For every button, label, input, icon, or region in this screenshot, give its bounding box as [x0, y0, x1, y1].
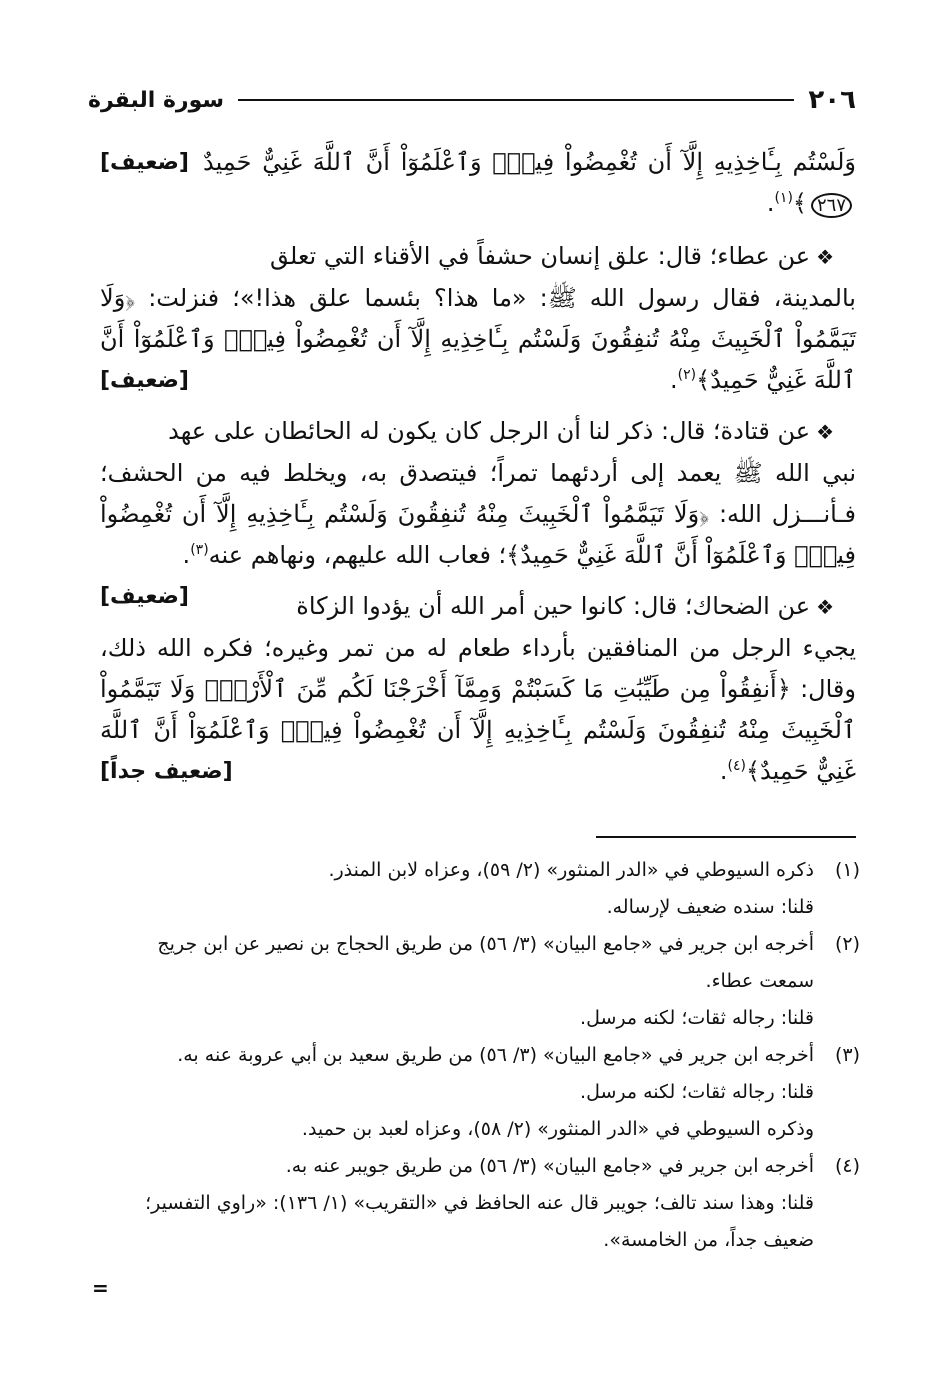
main-text [100, 142, 856, 792]
footnote-line: قلنا: وهذا سند تالف؛ جويبر قال عنه الحافظ في «التقريب» (١/ ١٣٦): «راوي التفسير؛ ضعيف جداً، من الخامسة». [145, 1192, 814, 1251]
surah-title: سورة البقرة [88, 87, 225, 113]
lead-text: عن قتادة؛ قال: ذكر لنا أن الرجل كان يكون له الحائطان على عهد [168, 417, 811, 445]
quran-text: أَنفِقُواْ مِن طَيِّبَٰتِ مَا كَسَبْتُمْ وَمِمَّآ أَخْرَجْنَا لَكُم مِّنَ ٱلْأَرْضِۖ وَلَا تَيَمَّمُواْ ٱلْخَبِيثَ مِنْهُ تُنفِقُونَ وَلَسْتُم بِـَٔاخِذِيهِ إِلَّآ أَن تُغْمِضُواْ فِيهِۚ وَٱعْلَمُوٓاْ أَنَّ ٱللَّهَ غَنِيٌّ حَمِيدٌ [100, 675, 856, 785]
verse-number-marker: ٢٦٧ [811, 193, 852, 218]
lead-text: عن الضحاك؛ قال: كانوا حين أمر الله أن يؤدوا الزكاة [296, 592, 811, 620]
footnote-ref: (١) [774, 190, 793, 206]
footnote-body [100, 1148, 814, 1259]
footnote [100, 852, 860, 926]
footnote [100, 1148, 860, 1259]
grade-label: [ضعيف] [100, 368, 189, 393]
footnote-number: (٢) [834, 933, 860, 955]
footnote-number: (٤) [834, 1155, 860, 1177]
narration-text-tail: ﴾ [745, 757, 761, 785]
quran-text: وَلَسْتُم بِـَٔاخِذِيهِ إِلَّآ أَن تُغْمِضُواْ فِيهِۚ وَٱعْلَمُوٓاْ أَنَّ ٱللَّهَ غَنِيٌّ حَمِيدٌ [202, 148, 856, 176]
footnote-line: قلنا: رجاله ثقات؛ لكنه مرسل. [580, 1007, 814, 1029]
grade-label: [ضعيف] [100, 584, 189, 609]
narration-text: بالمدينة، فقال رسول الله ﷺ: «ما هذا؟ بئسما علق هذا!»؛ فنزلت: ﴿ [125, 284, 856, 312]
paragraph-lead [100, 586, 856, 628]
star-bullet: ❖ [816, 420, 834, 444]
paragraph-qatada: ❖عن قتادة؛ قال: ذكر لنا أن الرجل كان يكون له الحائطان على عهد نبي الله ﷺ يعمد إلى أردئهما تمراً؛ فيتصدق به، ويخلط فيه من الحشف؛ فـأنـــزل الله: ﴿وَلَا تَيَمَّمُواْ ٱلْخَبِيثَ مِنْهُ تُنفِقُونَ وَلَسْتُم بِـَٔاخِذِيهِ إِلَّآ أَن تُغْمِضُواْ فِيهِۚ وَٱعْلَمُوٓاْ أَنَّ ٱللَّهَ غَنِيٌّ حَمِيدٌ﴾؛ فعاب الله عليهم، ونهاهم عنه$^{(٣)}$. [ضعيف] [100, 411, 856, 576]
quran-text: وَلَا تَيَمَّمُواْ ٱلْخَبِيثَ مِنْهُ تُنفِقُونَ وَلَسْتُم بِـَٔاخِذِيهِ إِلَّآ أَن تُغْمِضُواْ فِيهِۚ وَٱعْلَمُوٓاْ أَنَّ ٱللَّهَ غَنِيٌّ حَمِيدٌ [100, 500, 856, 569]
footnote [100, 926, 860, 1037]
paragraph-lead [100, 236, 856, 278]
footnote-body [100, 852, 814, 926]
footnote-body [100, 1037, 814, 1148]
footnote-separator [596, 836, 856, 838]
footnote-line: ذكره السيوطي في «الدر المنثور» (٢/ ٥٩)، وعزاه لابن المنذر. [328, 859, 814, 881]
quran-text: وَلَا تَيَمَّمُواْ ٱلْخَبِيثَ مِنْهُ تُنفِقُونَ وَلَسْتُم بِـَٔاخِذِيهِ إِلَّآ أَن تُغْمِضُواْ فِيهِۚ وَٱعْلَمُوٓاْ أَنَّ ٱللَّهَ غَنِيٌّ حَمِيدٌ [100, 284, 856, 394]
footnote-line: أخرجه ابن جرير في «جامع البيان» (٣/ ٥٦) من طريق جويبر عنه به. [285, 1155, 814, 1177]
footnote-ref: (٣) [190, 542, 209, 558]
narration-text-tail: ﴾ [696, 366, 711, 394]
footnote-ref: (٤) [727, 758, 746, 774]
footnote-line: وذكره السيوطي في «الدر المنثور» (٢/ ٥٨)، وعزاه لعبد بن حميد. [301, 1118, 814, 1140]
star-bullet: ❖ [816, 245, 834, 269]
narration-text: يجيء الرجل من المنافقين بأرداء طعام له من تمر وغيره؛ فكره الله ذلك، وقال: ﴿ [100, 634, 856, 703]
paragraph-ata: ❖عن عطاء؛ قال: علق إنسان حشفاً في الأقناء التي تعلق بالمدينة، فقال رسول الله ﷺ: «ما هذا؟ بئسما علق هذا!»؛ فنزلت: ﴿وَلَا تَيَمَّمُواْ ٱلْخَبِيثَ مِنْهُ تُنفِقُونَ وَلَسْتُم بِـَٔاخِذِيهِ إِلَّآ أَن تُغْمِضُواْ فِيهِۚ وَٱعْلَمُوٓاْ أَنَّ ٱللَّهَ غَنِيٌّ حَمِيدٌ﴾$^{(٢)}$. [ضعيف] [100, 236, 856, 401]
grade-label: [ضعيف] [100, 150, 189, 175]
footnote-number: (١) [834, 859, 860, 881]
footnote-body [100, 926, 814, 1037]
paragraph-dahhak: ❖عن الضحاك؛ قال: كانوا حين أمر الله أن يؤدوا الزكاة يجيء الرجل من المنافقين بأرداء طعام له من تمر وغيره؛ فكره الله ذلك، وقال: ﴿أَنفِقُواْ مِن طَيِّبَٰتِ مَا كَسَبْتُمْ وَمِمَّآ أَخْرَجْنَا لَكُم مِّنَ ٱلْأَرْضِۖ وَلَا تَيَمَّمُواْ ٱلْخَبِيثَ مِنْهُ تُنفِقُونَ وَلَسْتُم بِـَٔاخِذِيهِ إِلَّآ أَن تُغْمِضُواْ فِيهِۚ وَٱعْلَمُوٓاْ أَنَّ ٱللَّهَ غَنِيٌّ حَمِيدٌ﴾$^{(٤)}$. [ضعيف جداً] [100, 586, 856, 792]
page-number: ٢٠٦ [808, 85, 856, 115]
footnote-line: أخرجه ابن جرير في «جامع البيان» (٣/ ٥٦) من طريق سعيد بن أبي عروبة عنه به. [177, 1044, 814, 1066]
page-end-mark: = [92, 1276, 109, 1300]
footnote [100, 1037, 860, 1148]
footnote-line: أخرجه ابن جرير في «جامع البيان» (٣/ ٥٦) من طريق الحجاج بن نصير عن ابن جريج سمعت عطاء. [157, 933, 814, 992]
footnotes [100, 852, 860, 1259]
narration-text: نبي الله ﷺ يعمد إلى أردئهما تمراً؛ فيتصدق به، ويخلط فيه من الحشف؛ فـأنـــزل الله: ﴿ [100, 459, 856, 528]
star-bullet: ❖ [816, 595, 834, 619]
footnote-number: (٣) [834, 1044, 860, 1066]
grade-label: [ضعيف جداً] [100, 759, 233, 784]
header-rule [238, 99, 794, 101]
footnote-ref: (٢) [677, 367, 697, 383]
footnote-line: قلنا: سنده ضعيف لإرساله. [606, 896, 814, 918]
page-header [88, 78, 856, 122]
lead-text: عن عطاء؛ قال: علق إنسان حشفاً في الأقناء التي تعلق [270, 242, 811, 270]
footnote-line: قلنا: رجاله ثقات؛ لكنه مرسل. [580, 1081, 814, 1103]
narration-text-tail: ﴾؛ فعاب الله عليهم، ونهاهم عنه [208, 541, 521, 569]
paragraph-lead [100, 411, 856, 453]
paragraph-ayah-continuation: [ضعيف] وَلَسْتُم بِـَٔاخِذِيهِ إِلَّآ أَن تُغْمِضُواْ فِيهِۚ وَٱعْلَمُوٓاْ أَنَّ ٱللَّهَ غَنِيٌّ حَمِيدٌ ٢٦٧﴾$^{(١)}$. [100, 142, 856, 226]
